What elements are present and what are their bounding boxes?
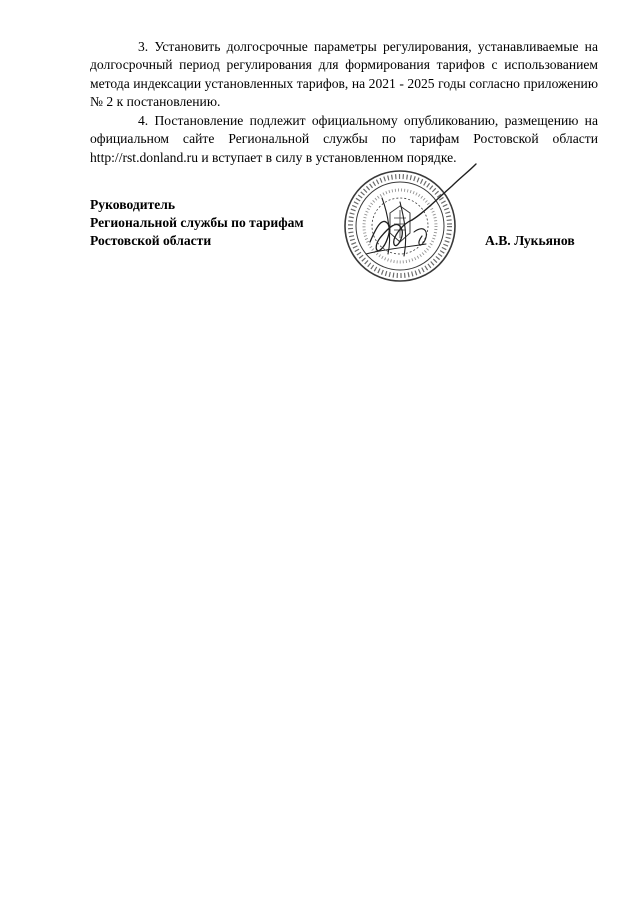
position-line-2: Региональной службы по тарифам bbox=[90, 215, 304, 231]
signatory-name: А.В. Лукьянов bbox=[485, 233, 575, 248]
handwritten-signature bbox=[366, 164, 476, 256]
paragraph-4: 4. Постановление подлежит официальному опубликованию, размещению на официальном сайте Региональной службы по тарифам Ростовской области http://rst.donland.ru и вступает в силу в установленном порядке. bbox=[90, 113, 598, 165]
official-seal-with-signature bbox=[330, 158, 490, 298]
paragraph-3: 3. Установить долгосрочные параметры регулирования, устанавливаемые на долгосрочный период регулирования для формирования тарифов с использованием метода индексации установленных тарифов, на 2021 - 2025 годы согласно приложению № 2 к постановлению. bbox=[90, 39, 598, 110]
position-line-3: Ростовской области bbox=[90, 233, 212, 249]
position-line-1: Руководитель bbox=[90, 197, 176, 212]
signatory-position bbox=[90, 196, 304, 251]
